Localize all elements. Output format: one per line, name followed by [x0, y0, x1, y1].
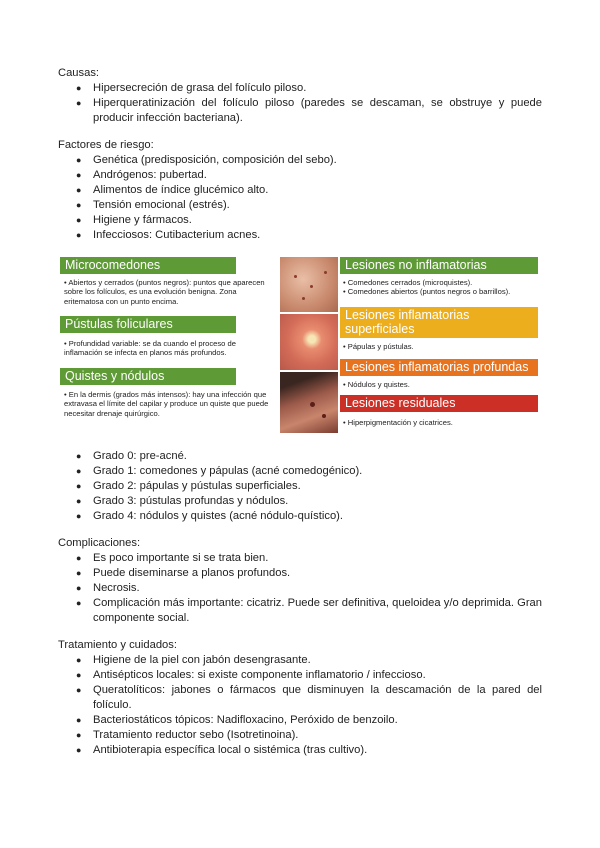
no-inflamatorias-header: Lesiones no inflamatorias — [340, 257, 538, 274]
factores-list — [58, 153, 542, 243]
superficiales-header: Lesiones inflamatorias superficiales — [340, 307, 538, 338]
list-item: ● Tensión emocional (estrés). — [58, 198, 542, 213]
pustulas-header: Pústulas foliculares — [60, 316, 236, 333]
list-item: ● Andrógenos: pubertad. — [58, 168, 542, 183]
nodules-photo — [280, 372, 338, 433]
residuales-text — [343, 418, 538, 427]
list-item: ● Puede diseminarse a planos profundos. — [58, 566, 542, 581]
list-item: ● Bacteriostáticos tópicos: Nadifloxacino, Peróxido de benzoilo. — [58, 713, 542, 728]
residuales-header: Lesiones residuales — [340, 395, 538, 412]
acne-lesions-infographic — [60, 257, 538, 433]
list-item: ● Grado 2: pápulas y pústulas superficiales. — [58, 479, 542, 494]
list-item: ● Higiene y fármacos. — [58, 213, 542, 228]
list-item: ● Grado 3: pústulas profundas y nódulos. — [58, 494, 542, 509]
pustulas-text: • Profundidad variable: se da cuando el proceso de inflamación se infecta en planos más profundos. — [64, 339, 236, 358]
list-item: ● Grado 1: comedones y pápulas (acné comedogénico). — [58, 464, 542, 479]
profundas-text — [343, 380, 538, 389]
causas-heading: Causas: — [58, 67, 100, 79]
quistes-text: • En la dermis (grados más intensos): hay una infección que extravasa el límite del capilar y produce un quiste que puede necesitar drenaje quirúrgico. — [64, 390, 269, 418]
list-item: ● Grado 0: pre-acné. — [58, 449, 542, 464]
list-item: ● Complicación más importante: cicatriz. Puede ser definitiva, queloidea y/o deprimida. Gran componente social. — [58, 596, 542, 626]
list-item: • Hiperpigmentación y cicatrices. — [343, 418, 453, 427]
list-item: ● Alimentos de índice glucémico alto. — [58, 183, 542, 198]
tratamiento-list — [58, 653, 542, 758]
grados-list — [58, 449, 542, 524]
list-item: ● Queratolíticos: jabones o fármacos que disminuyen la descamación de la pared del folículo. — [58, 683, 542, 713]
complicaciones-list — [58, 551, 542, 626]
pustule-photo — [280, 314, 338, 370]
list-item: • Nódulos y quistes. — [343, 380, 410, 389]
factores-heading: Factores de riesgo: — [58, 139, 154, 151]
tratamiento-heading: Tratamiento y cuidados: — [58, 639, 177, 651]
superficiales-text — [343, 342, 538, 351]
list-item: • Pápulas y pústulas. — [343, 342, 414, 351]
list-item: ● Hiperqueratinización del folículo piloso (paredes se descaman, se obstruye y puede producir infección bacteriana). — [58, 96, 542, 126]
list-item: ● Infecciosos: Cutibacterium acnes. — [58, 228, 542, 243]
acne-skin-photo — [280, 257, 338, 312]
complicaciones-heading: Complicaciones: — [58, 537, 141, 549]
list-item: ● Antibioterapia específica local o sistémica (tras cultivo). — [58, 743, 542, 758]
microcomedones-header: Microcomedones — [60, 257, 236, 274]
microcomedones-text: • Abiertos y cerrados (puntos negros): puntos que aparecen sobre los folículos, es una evolución benigna. Zona eritematosa con un punto encima. — [64, 278, 265, 306]
list-item: ● Genética (predisposición, composición del sebo). — [58, 153, 542, 168]
list-item: ● Necrosis. — [58, 581, 542, 596]
list-item: ● Hipersecreción de grasa del folículo piloso. — [58, 81, 542, 96]
list-item: ● Es poco importante si se trata bien. — [58, 551, 542, 566]
quistes-header: Quistes y nódulos — [60, 368, 236, 385]
list-item: • Comedones cerrados (microquistes). — [343, 278, 473, 287]
list-item: • Comedones abiertos (puntos negros o barrillos). — [343, 287, 511, 297]
list-item: ● Grado 4: nódulos y quistes (acné nódulo-quístico). — [58, 509, 542, 524]
list-item: ● Higiene de la piel con jabón desengrasante. — [58, 653, 542, 668]
profundas-header: Lesiones inflamatorias profundas — [340, 359, 538, 376]
list-item: ● Tratamiento reductor sebo (Isotretinoina). — [58, 728, 542, 743]
document-page — [58, 66, 542, 758]
causas-list — [58, 81, 542, 126]
list-item: ● Antisépticos locales: si existe componente inflamatorio / infeccioso. — [58, 668, 542, 683]
no-inflamatorias-text — [343, 278, 538, 297]
